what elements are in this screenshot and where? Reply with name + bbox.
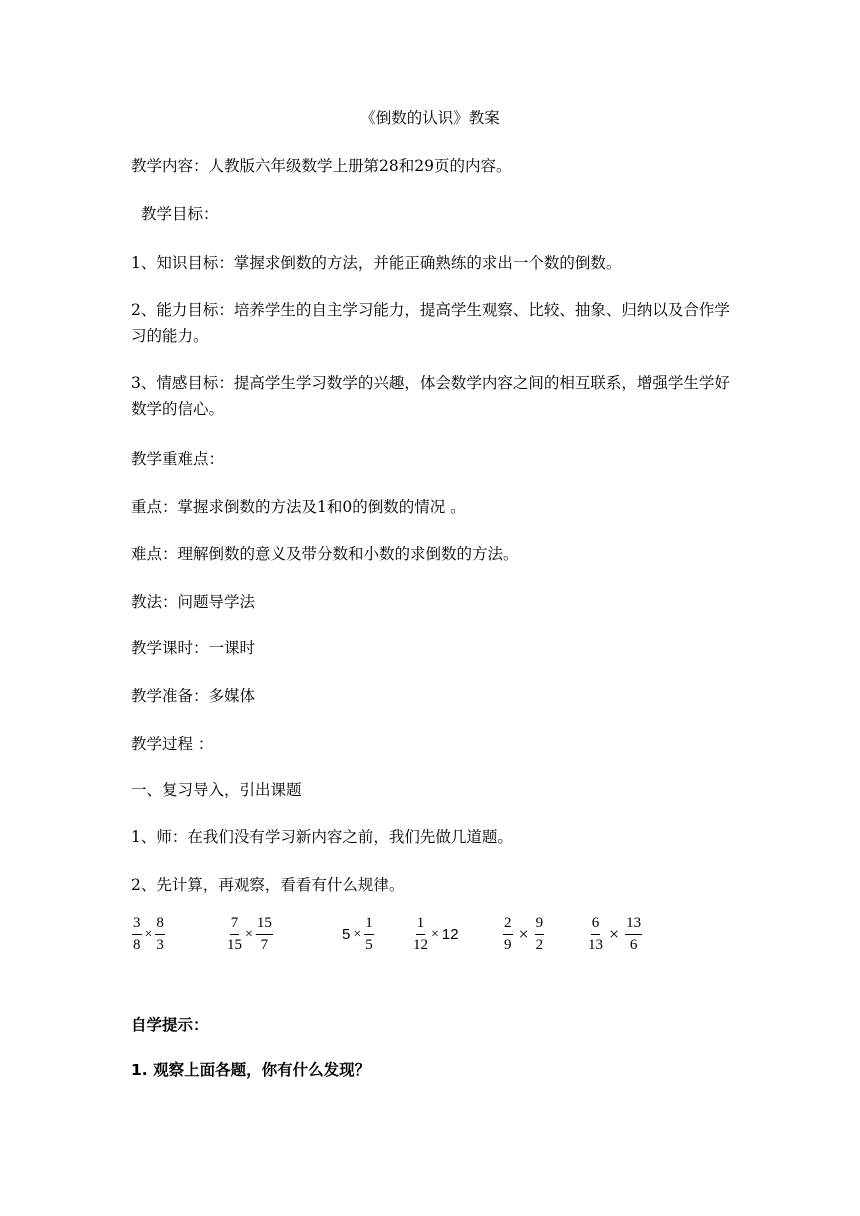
knowledge-goal: 1、知识目标：掌握求倒数的方法，并能正确熟练的求出一个数的倒数。 <box>131 254 622 272</box>
self-study-heading: 自学提示： <box>131 1016 209 1034</box>
multiply-sign: × <box>609 924 620 944</box>
multiply-sign: × <box>431 926 439 942</box>
multiply-sign: × <box>144 926 153 942</box>
teaching-goals-heading: 教学目标： <box>141 205 219 223</box>
class-hours: 教学课时：一课时 <box>131 639 256 657</box>
expression-3 <box>341 916 375 953</box>
teaching-process-heading: 教学过程 ： <box>131 735 214 753</box>
expression-6 <box>587 916 643 953</box>
teacher-intro: 1、师：在我们没有学习新内容之前，我们先做几道题。 <box>131 828 513 846</box>
expression-1 <box>131 916 166 953</box>
fraction: $\frac{2}{9}$ <box>504 915 512 953</box>
key-point: 重点：掌握求倒数的方法及1和0的倒数的情况 。 <box>131 498 466 516</box>
multiply-sign: × <box>245 926 253 942</box>
emotion-goal: 3、情感目标：提高学生学习数学的兴趣，体会数学内容之间的相互联系，增强学生学好数学的信心。 <box>131 374 730 418</box>
expression-2 <box>226 916 274 953</box>
teaching-content: 教学内容：人教版六年级数学上册第28和29页的内容。 <box>131 157 512 175</box>
fraction: $\frac{15}{7}$ <box>256 915 272 953</box>
fraction: $\frac{7}{15}$ <box>227 915 242 953</box>
fraction: $\frac{1}{5}$ <box>365 915 373 953</box>
whole-number: 12 <box>441 926 459 943</box>
expression-4 <box>412 916 460 953</box>
section-one-heading: 一、复习导入，引出课题 <box>131 781 302 799</box>
multiply-sign: × <box>353 926 362 942</box>
teaching-method: 教法：问题导学法 <box>131 593 256 611</box>
multiply-sign: × <box>518 924 529 944</box>
fraction: $\frac{6}{13}$ <box>588 915 603 953</box>
self-study-item-1: 1. 观察上面各题，你有什么发现？ <box>131 1061 371 1079</box>
whole-number: 5 <box>342 926 351 943</box>
document-title: 《倒数的认识》教案 <box>360 109 500 127</box>
calc-instruction: 2、先计算，再观察，看看有什么规律。 <box>131 876 405 894</box>
expression-5 <box>502 916 545 953</box>
key-points-heading: 教学重难点： <box>131 450 225 468</box>
difficult-point: 难点：理解倒数的意义及带分数和小数的求倒数的方法。 <box>131 545 519 563</box>
fraction: $\frac{8}{3}$ <box>156 915 164 953</box>
fraction: $\frac{3}{8}$ <box>133 915 141 953</box>
fraction: $\frac{1}{12}$ <box>413 915 428 953</box>
fraction: $\frac{9}{2}$ <box>535 915 544 953</box>
ability-goal: 2、能力目标：培养学生的自主学习能力，提高学生观察、比较、抽象、归纳以及合作学习的能力。 <box>131 301 730 345</box>
teaching-preparation: 教学准备：多媒体 <box>131 687 256 705</box>
fraction: $\frac{13}{6}$ <box>626 915 642 953</box>
